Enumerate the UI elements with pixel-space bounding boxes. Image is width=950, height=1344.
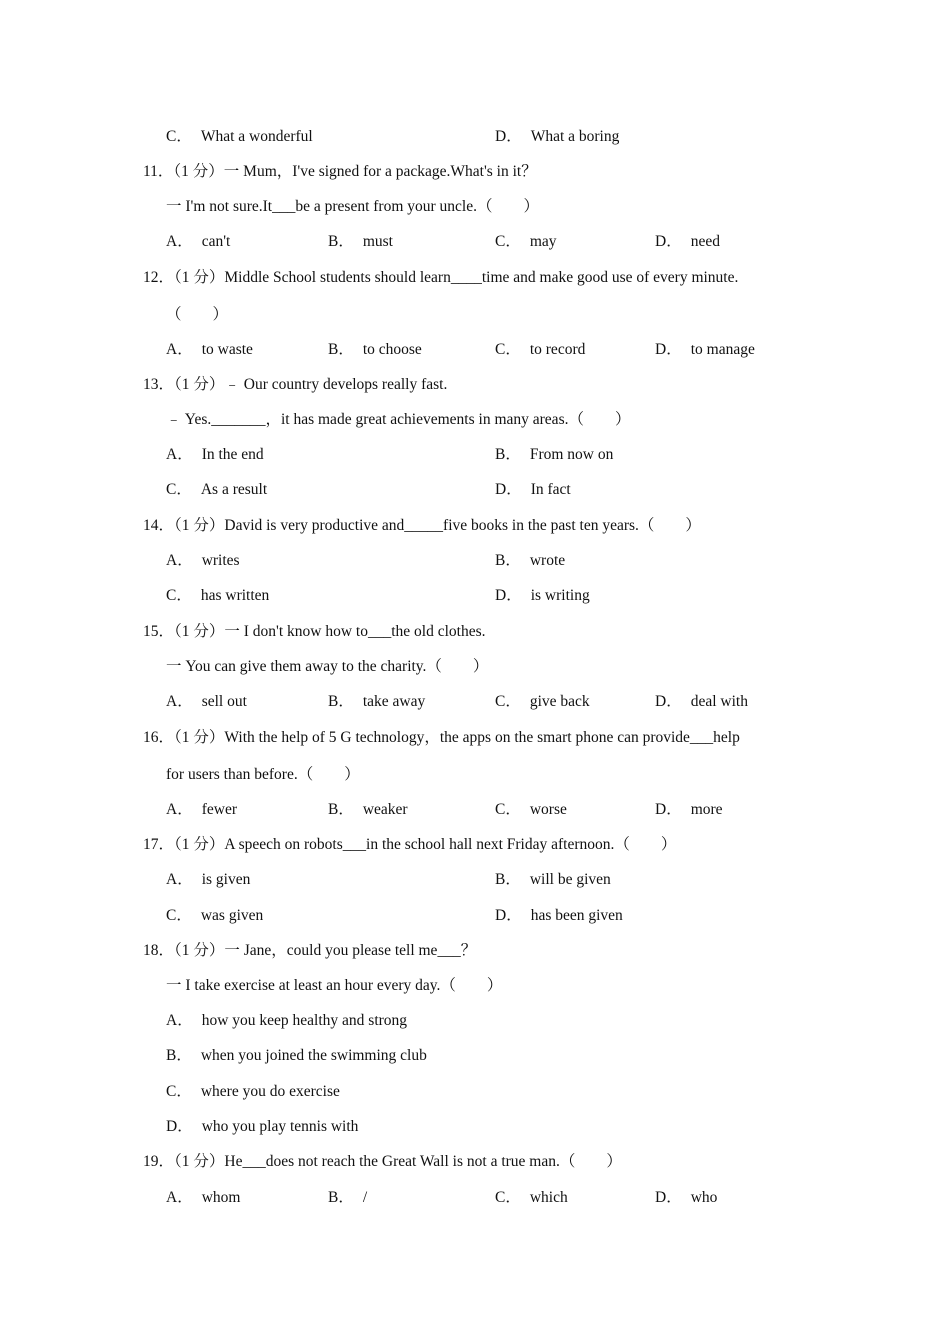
option-text: take away	[362, 693, 426, 710]
option-letter: C．	[166, 587, 192, 604]
option-letter: D．	[655, 693, 682, 710]
option-letter: D．	[495, 587, 522, 604]
option-letter: D．	[655, 341, 682, 358]
question-18-option-a	[166, 1011, 407, 1031]
option-text: to choose	[362, 341, 422, 358]
option-letter: A．	[166, 233, 193, 250]
question-12-option-d	[655, 340, 755, 360]
option-letter: C．	[495, 341, 521, 358]
option-text: In the end	[201, 446, 264, 463]
option-text: has been given	[530, 907, 623, 924]
option-text: give back	[529, 693, 590, 710]
question-12-option-a	[166, 340, 253, 360]
option-letter: A．	[166, 552, 193, 569]
option-text: /	[362, 1189, 368, 1206]
question-15-option-c	[495, 692, 590, 712]
option-letter: C．	[166, 1083, 192, 1100]
question-16-option-a	[166, 800, 237, 820]
option-letter: A．	[166, 1189, 193, 1206]
option-letter: B．	[328, 693, 354, 710]
question-18-stem: 18．（1 分）一 Jane，could you please tell me___？	[143, 942, 477, 959]
option-text: to manage	[690, 341, 755, 358]
option-letter: D．	[166, 1118, 193, 1135]
option-letter: D．	[495, 128, 522, 145]
option-d	[495, 127, 619, 147]
question-11-option-a	[166, 232, 230, 252]
question-18-continuation: 一 I take exercise at least an hour every day.（ ）	[166, 977, 503, 994]
option-text: is writing	[530, 587, 590, 604]
question-16-continuation: for users than before.（ ）	[166, 766, 360, 783]
option-text: has written	[200, 587, 270, 604]
question-16-option-b	[328, 800, 408, 820]
question-11-option-c	[495, 232, 557, 252]
option-text: was given	[200, 907, 264, 924]
option-text: to waste	[201, 341, 253, 358]
option-letter: B．	[328, 1189, 354, 1206]
question-12-continuation: （ ）	[166, 306, 229, 323]
question-17-option-b	[495, 870, 611, 890]
question-13-option-a	[166, 445, 264, 465]
option-text: What a wonderful	[200, 128, 313, 145]
question-18-option-d	[166, 1117, 358, 1137]
option-text: deal with	[690, 693, 748, 710]
option-letter: B．	[328, 341, 354, 358]
question-19-option-d	[655, 1188, 717, 1208]
option-letter: D．	[655, 1189, 682, 1206]
option-text: must	[362, 233, 393, 250]
option-letter: C．	[166, 128, 192, 145]
question-19-option-c	[495, 1188, 568, 1208]
option-letter: B．	[495, 871, 521, 888]
question-14-option-b	[495, 551, 565, 571]
option-text: weaker	[362, 801, 408, 818]
question-14-stem: 14．（1 分）David is very productive and_____five books in the past ten years.（ ）	[143, 517, 701, 534]
option-text: fewer	[201, 801, 237, 818]
option-letter: A．	[166, 693, 193, 710]
question-15-continuation: 一 You can give them away to the charity.（ ）	[166, 658, 489, 675]
option-text: is given	[201, 871, 251, 888]
option-letter: A．	[166, 341, 193, 358]
option-letter: D．	[655, 233, 682, 250]
option-letter: C．	[495, 1189, 521, 1206]
question-11-option-d	[655, 232, 720, 252]
question-13-option-c	[166, 480, 267, 500]
option-text: In fact	[530, 481, 571, 498]
option-text: writes	[201, 552, 240, 569]
option-letter: C．	[166, 907, 192, 924]
question-14-option-c	[166, 586, 269, 606]
option-text: which	[529, 1189, 568, 1206]
question-14-option-a	[166, 551, 240, 571]
option-text: sell out	[201, 693, 247, 710]
option-text: may	[529, 233, 557, 250]
option-text: who you play tennis with	[201, 1118, 359, 1135]
option-letter: B．	[495, 446, 521, 463]
question-12-option-b	[328, 340, 422, 360]
question-11-stem: 11．（1 分）一 Mum，I've signed for a package.What's in it？	[143, 163, 537, 180]
question-19-option-b	[328, 1188, 367, 1208]
option-text: whom	[201, 1189, 241, 1206]
option-text: more	[690, 801, 723, 818]
option-text: when you joined the swimming club	[200, 1047, 427, 1064]
option-text: As a result	[200, 481, 268, 498]
option-letter: B．	[166, 1047, 192, 1064]
question-18-option-b	[166, 1046, 427, 1066]
option-text: What a boring	[530, 128, 620, 145]
option-text: who	[690, 1189, 718, 1206]
question-18-option-c	[166, 1082, 340, 1102]
question-16-option-c	[495, 800, 567, 820]
question-15-option-a	[166, 692, 247, 712]
option-letter: A．	[166, 446, 193, 463]
question-16-option-d	[655, 800, 723, 820]
question-12-stem: 12．（1 分）Middle School students should learn____time and make good use of every minute.	[143, 269, 739, 286]
question-15-stem: 15．（1 分）一 I don't know how to___the old clothes.	[143, 623, 486, 640]
question-12-option-c	[495, 340, 585, 360]
question-13-continuation: ﹣ Yes._______，it has made great achievements in many areas.（ ）	[166, 411, 631, 428]
option-letter: B．	[328, 801, 354, 818]
question-15-option-b	[328, 692, 425, 712]
option-letter: A．	[166, 871, 193, 888]
option-text: wrote	[529, 552, 566, 569]
option-letter: B．	[328, 233, 354, 250]
option-text: where you do exercise	[200, 1083, 340, 1100]
option-text: will be given	[529, 871, 611, 888]
option-c	[166, 127, 313, 147]
option-letter: C．	[495, 801, 521, 818]
option-text: From now on	[529, 446, 614, 463]
option-letter: C．	[495, 693, 521, 710]
question-16-stem: 16．（1 分）With the help of 5 G technology，the apps on the smart phone can provide___help	[143, 729, 740, 746]
question-19-option-a	[166, 1188, 240, 1208]
question-17-option-c	[166, 906, 263, 926]
question-13-option-b	[495, 445, 613, 465]
question-15-option-d	[655, 692, 748, 712]
option-letter: A．	[166, 801, 193, 818]
question-17-option-d	[495, 906, 623, 926]
option-letter: D．	[495, 907, 522, 924]
option-text: need	[690, 233, 720, 250]
option-text: worse	[529, 801, 567, 818]
question-13-stem: 13．（1 分）﹣ Our country develops really fast.	[143, 376, 448, 393]
option-text: to record	[529, 341, 586, 358]
option-letter: D．	[495, 481, 522, 498]
option-letter: D．	[655, 801, 682, 818]
question-13-option-d	[495, 480, 571, 500]
option-text: how you keep healthy and strong	[201, 1012, 408, 1029]
question-11-continuation: 一 I'm not sure.It___be a present from your uncle.（ ）	[166, 198, 539, 215]
option-letter: C．	[166, 481, 192, 498]
option-letter: C．	[495, 233, 521, 250]
question-14-option-d	[495, 586, 590, 606]
option-letter: B．	[495, 552, 521, 569]
question-17-stem: 17．（1 分）A speech on robots___in the school hall next Friday afternoon.（ ）	[143, 836, 677, 853]
question-17-option-a	[166, 870, 250, 890]
question-11-option-b	[328, 232, 393, 252]
option-letter: A．	[166, 1012, 193, 1029]
question-19-stem: 19．（1 分）He___does not reach the Great Wall is not a true man.（ ）	[143, 1153, 622, 1170]
option-text: can't	[201, 233, 231, 250]
